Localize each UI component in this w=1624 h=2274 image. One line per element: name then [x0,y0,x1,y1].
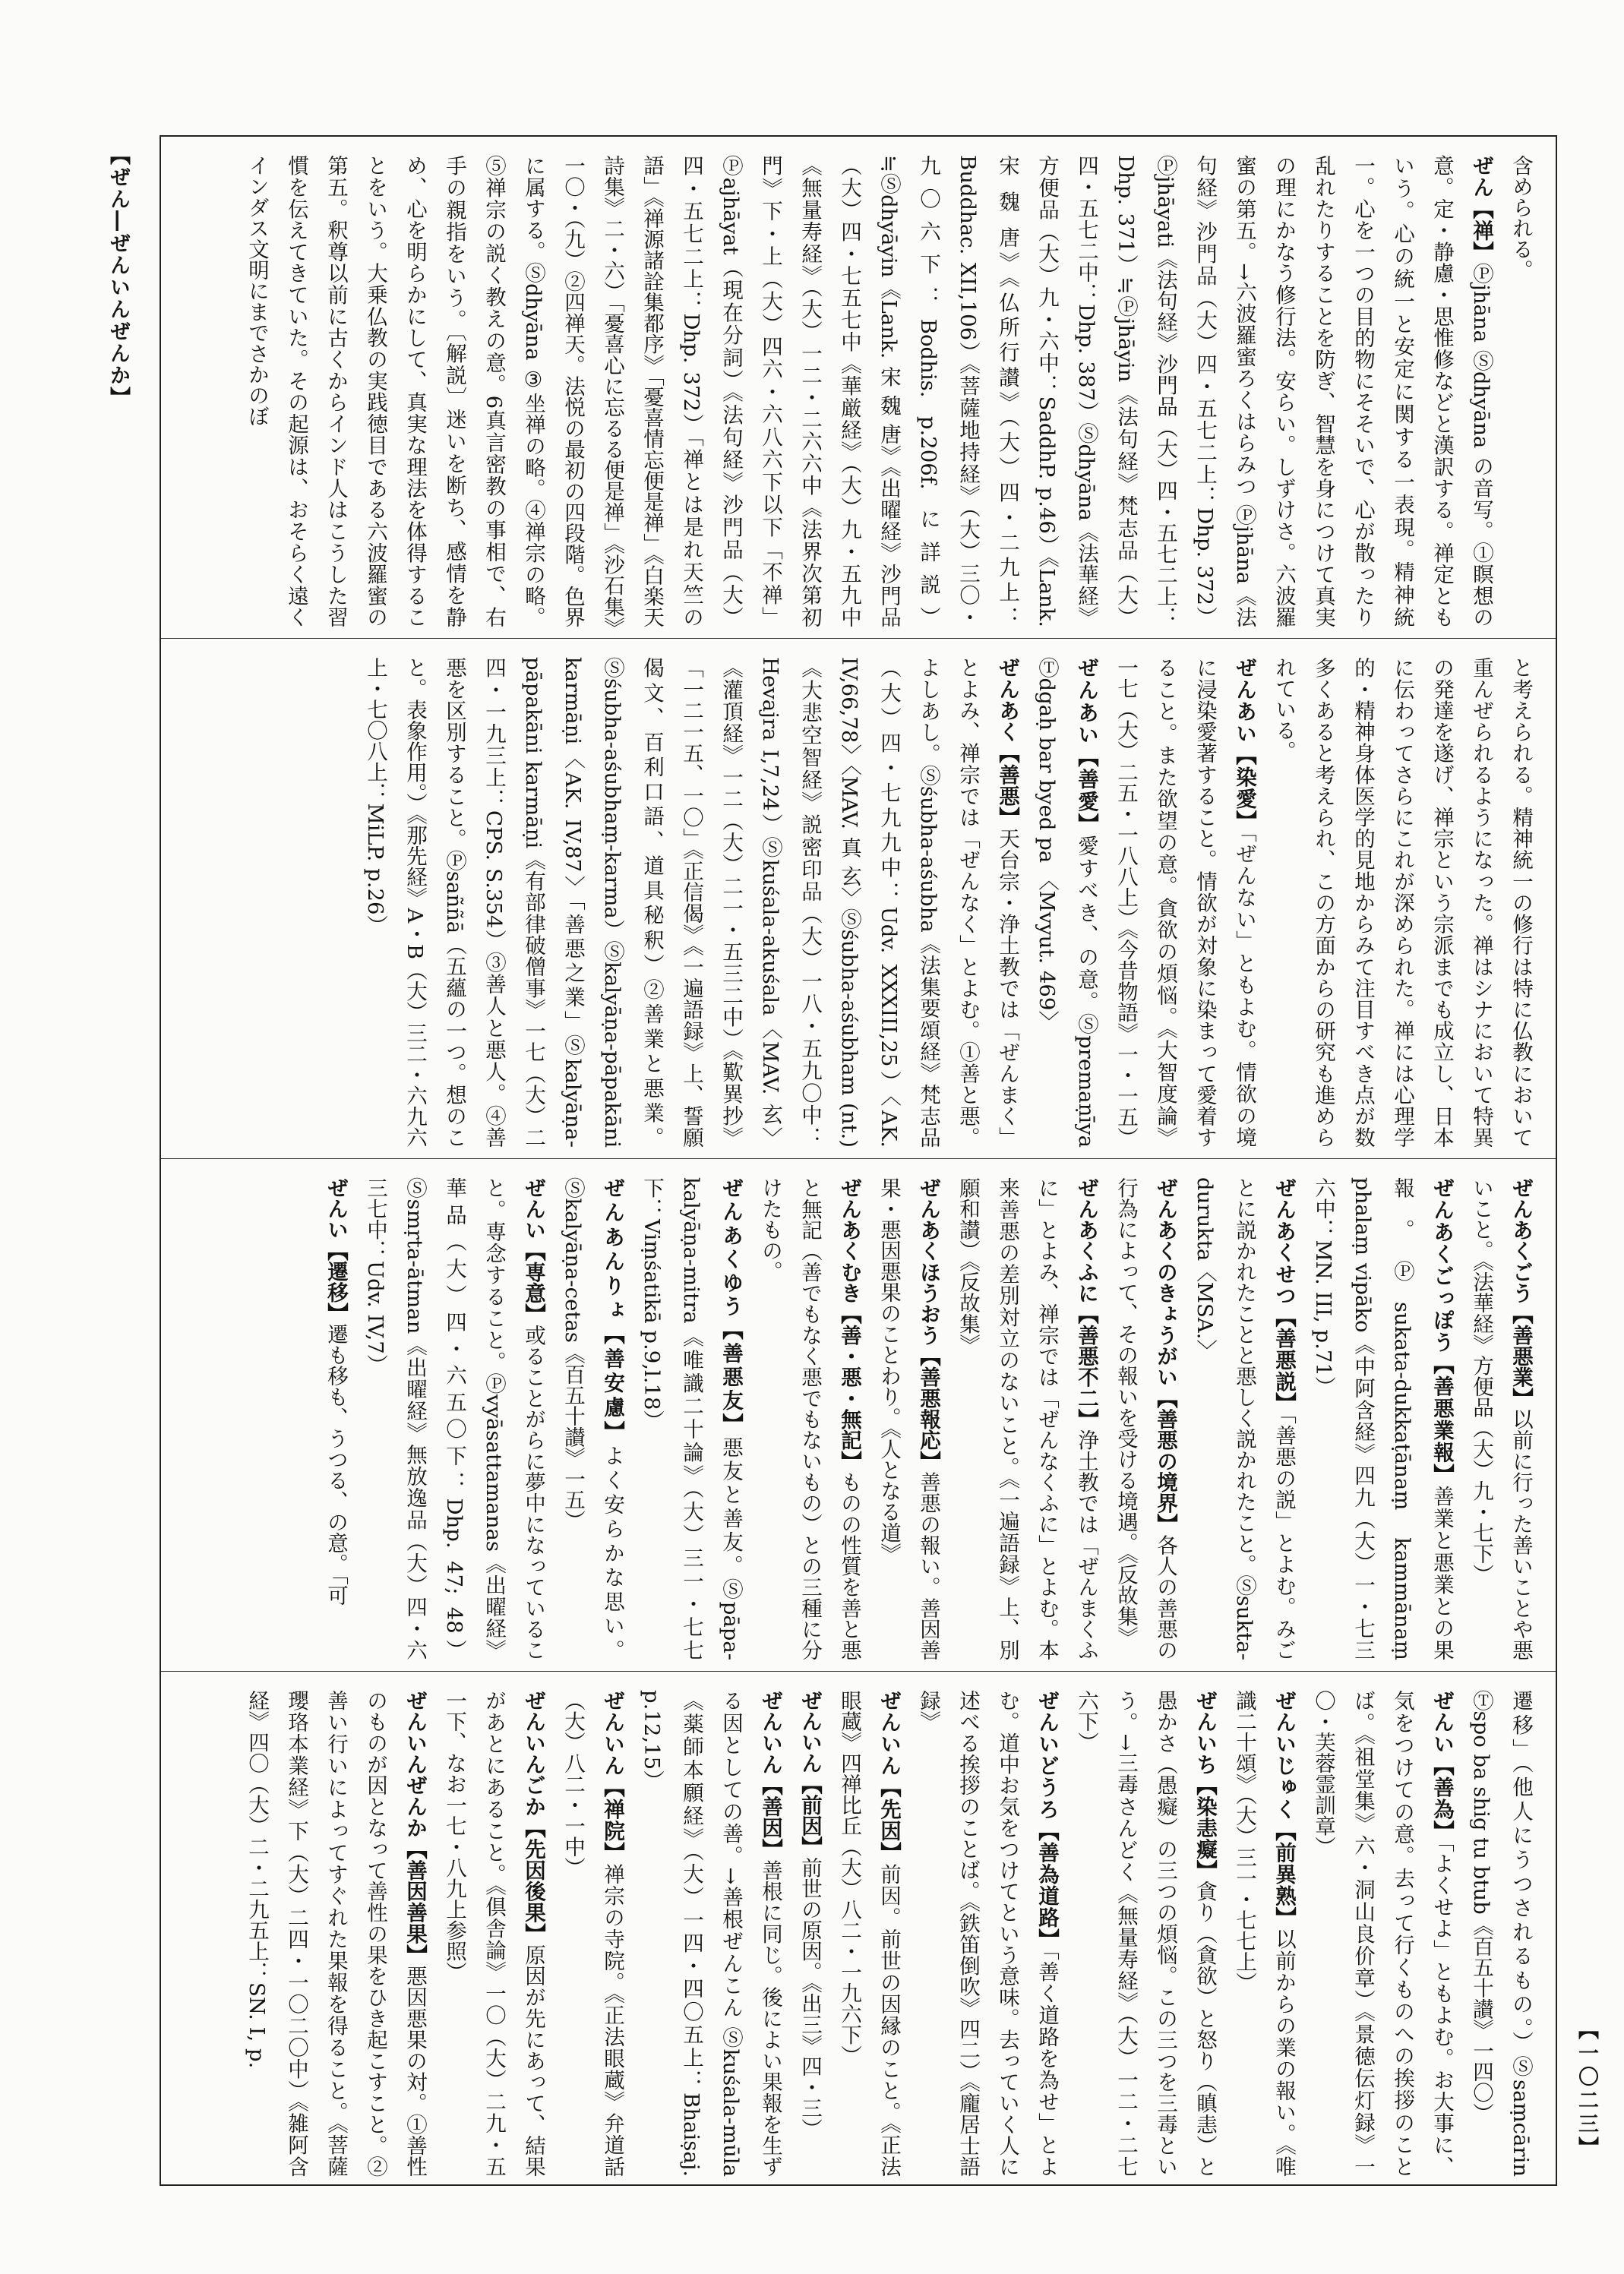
dictionary-entry [434,1690,553,2177]
dictionary-entry [1303,1177,1461,1660]
entry-body: 各人の善悪の行為によって、その報いを受ける境遇。《反故集》 [1114,1177,1177,1661]
entry-body: 「ぜんない」ともよむ。情欲の境に浸染愛著すること。情欲が対象に染まって愛着すること。また欲望の意。貪欲の煩悩。《大智度論》一七（大）二五・一八八上）《今昔物語》一・一五） [1114,657,1256,1148]
dictionary-entry [237,1690,434,2177]
entry-headword: ぜんあくごう【善悪業】 [1509,1177,1533,1409]
entry-body: 禅宗の寺院。《正法眼蔵》弁道話（大）八二・一中） [561,1690,624,2178]
entry-body: 「よくせよ」ともよむ。お大事に、気をつけての意。去って行くものへの挨拶のことば。《祖堂集》六・洞山良价章）《景徳伝灯録》一〇・芙蓉霊訓章） [1311,1690,1454,2178]
entry-body: 含められる。 [1509,155,1533,280]
dictionary-entry [1185,1177,1303,1660]
dictionary-entry [553,1177,632,1660]
tier-text-column [176,1690,1540,2177]
entry-headword: ぜんいん【先因】 [877,1690,901,1864]
entry-headword: ぜんあい【善愛】 [1074,657,1098,835]
entry-headword: ぜんあくほうおう【善悪報応】 [916,1177,940,1472]
dictionary-entry [1224,1690,1303,2177]
dictionary-entry [1106,657,1264,1148]
entry-headword: ぜんいん【善因】 [758,1690,782,1860]
entry-headword: ぜんあくごっぽう【善悪業報】 [1430,1177,1454,1486]
entry-headword: ぜんいん【前因】 [798,1690,822,1857]
entry-body: 貪り（貪欲）と怒り（瞋恚）と愚かさ（愚癡）の三つの煩悩。この三つを三毒という。→三毒さんどく《無量寿経》（大）一二・二七六下） [1074,1690,1217,2178]
entry-headword: ぜんあい【染愛】 [1232,657,1256,832]
entry-body: 善根に同じ。後によい果報を生ずる因としての善。→善根ぜんこん Ⓢkuśala-mūla《薬師本願経》（大）一四・四〇五上：Bhaiṣaj. p.12,15） [640,1690,782,2178]
entry-headword: ぜんあく【善悪】 [995,657,1019,828]
tier-text-column [176,1177,1540,1660]
dictionary-entry [790,1690,829,2177]
entry-body: 「善悪の説」とよむ。みごとに説かれたことと悪しく説かれたこと。Ⓢsukta-durukta〈MSA.〉 [1193,1177,1296,1661]
entry-body: 以前からの業の報い。《唯識二十頌》（大）三一・七七上） [1232,1690,1296,2178]
entry-body: 天台宗・浄土教では「ぜんまく」とよみ、禅宗では「ぜんなく」とよむ。①善と悪。よしあし。Ⓢśubha-aśubha《法集要頌経》梵志品（大）四・七九九中：Udv. XXXIII,25）〈AK. IV,66,78〉〈MAV. 真 玄〉Ⓢśubha-aśubham (nt.)《大悲空智経》説密印品（大）一八・五九〇中：Hevajra I,7,24）Ⓢkuśala-akuśala〈MAV. 玄〉《灌頂経》一二（大）二一・五三二中）《歎異抄》「一二一五、一〇」《正信偈》《一遍語録》上、誓願偈文、百利口語、道具秘釈）②善業と悪業。Ⓢśubha-aśubhaṃ-karma）Ⓢkalyāṇa-pāpakāni karmāṇi〈AK. IV,87〉「善悪之業」Ⓢkalyāṇa-pāpakāni karmāṇi《有部律破僧事》一七（大）二四・一九三上：CPS. S.354）③善人と悪人。④善悪を区別すること。Ⓟsaññā（五蘊の一つ。想のこと。表象作用。）《那先経》A・B（大）三二・六九六上・七〇八上：MiLP. p.26） [363,657,1019,1148]
dictionary-entry [1501,155,1540,627]
dictionary-entry [948,1177,1106,1660]
entry-body: 遷移」（他人にうつされるもの。）Ⓢsaṃcārin Ⓣspo ba shig tu btub《百五十讃》一四〇） [1469,1690,1533,2177]
dictionary-entry [908,1690,1066,2177]
entry-body: 或ることがらに夢中になっていること。専念すること。Ⓟvyāsattamanas《出曜経》華品（大）四・六五〇下：Dhp. 47; 48）Ⓢsmṛta-ātman《出曜経》無放逸品（大）四・六三七中：Udv. IV,7） [363,1177,545,1661]
entry-headword: ぜんあくふに【善悪不二】 [1074,1177,1098,1429]
entry-body: 「善く道路を為せ」とよむ。道中お気をつけてという意味。去っていく人に述べる挨拶のことば。《鉄笛倒吹》四二）《龐居士語録》 [916,1690,1059,2178]
entry-body: Ⓟjhāna Ⓢdhyāna の音写。①瞑想の意。定・静慮・思惟修などと漢訳する。禅定ともいう。心の統一と安定に関する一表現。精神統一。心を一つの目的物にそそいで、心が散ったり乱れたりすることを防ぎ、智慧を身につけて真実の理にかなう修行法。安らい。しずけさ。六波羅蜜の第五。→六波羅蜜ろくはらみつ Ⓟjhāna《法句経》沙門品（大）四・五七二上：Dhp. 372）Ⓟjhāyati《法句経》沙門品（大）四・五七二上：Dhp. 371）≒Ⓟjhāyin《法句経》梵志品（大）四・五七二中：Dhp. 387）Ⓢdhyāna《法華経》方便品（大）九・六中：SaddhP. p.46）《Lank. 宋 魏 唐》《仏所行讃》（大）四・二九上：Buddhac. XII,106）《菩薩地持経》（大）三〇・九〇六下：Bodhis. p.206f. に詳説）≒Ⓢdhyāyin《Lank. 宋 魏 唐》《出曜経》沙門品（大）四・七五七中《華厳経》（大）九・五九中《無量寿経》（大）一二・二六六中《法界次第初門》下・上（大）四六・六八六下以下「不禅」Ⓟajhāyat（現在分詞）《法句経》沙門品（大）四・五七二上：Dhp. 372）「禅とは是れ天竺の語」《禅源諸詮集都序》「憂喜情忘便是禅」《白楽天詩集》二・六）「憂喜心に忘るる便是禅」《沙石集》一〇・（九）②四禅天。法悦の最初の四段階。色界に属する。Ⓢdhyāna ③坐禅の略。④禅宗の略。⑤禅宗の説く教えの意。6真言密教の事相で、右手の親指をいう。〔解説〕迷いを断ち、感情を静め、心を明らかにして、真実な理法を体得することをいう。大乗仏教の実践徳目である六波羅蜜の第五。釈尊以前に古くからインド人はこうした習慣を伝えてきていた。その起源は、おそらく遠くインダス文明にまでさかのぼ [245,155,1493,628]
tier-3 [161,1158,1556,1671]
dictionary-entry [750,1177,869,1660]
dictionary-page-frame [160,135,1557,2186]
entry-body: と考えられる。精神統一の修行は特に仏教において重んぜられるようになった。禅はシナにおいて特異の発達を遂げ、禅宗という宗派までも成立し、日本に伝わってさらにこれが深められた。禅には心理学的・精神身体医学的見地からみて注目すべき点が数多くあると考えられ、この方面からの研究も進められている。 [1272,657,1533,1148]
entry-headword: ぜんい【専意】 [521,1177,545,1325]
dictionary-entry [1066,1690,1224,2177]
dictionary-entry [1027,657,1106,1148]
entry-headword: ぜんあくゆう【善悪友】 [719,1177,743,1437]
tier-4 [161,1671,1556,2187]
dictionary-entry [553,1690,632,2177]
entry-body: 悪友と善友。Ⓢpāpa-kalyāṇa-mitra《唯識二十論》（大）三一・七七下：Viṃśatikā p.9,l.18） [640,1177,743,1661]
tier-2 [161,638,1556,1158]
dictionary-entry [1106,1177,1185,1660]
tier-text-column [176,657,1540,1148]
entry-body: 前因。前世の因縁のこと。《正法眼蔵》四禅比丘（大）八二・一九六下） [837,1690,901,2178]
dictionary-entry [1461,1690,1540,2177]
tier-text-column [176,155,1540,627]
dictionary-entry [355,1177,553,1660]
entry-body: 悪因悪果の対。①善性のものが因となって善性の果をひき起こすこと。②善い行いによってすぐれた果報を得ること。《菩薩瓔珞本業経》下（大）二四・一〇二〇中）《雑阿含経》四〇（大）二・二九五上：SN. I, p. [245,1690,427,2178]
entry-body: ものの性質を善と悪と無記（善でもなく悪でもないもの）との三種に分けたもの。 [758,1177,861,1661]
entry-body: 愛すべき、の意。Ⓢpremaṇīya Ⓣdgaḥ bar byed pa 〈Mvyut. 469〉 [1035,657,1098,1148]
dictionary-entry [632,1177,750,1660]
entry-body: 以前に行った善いことや悪いこと。《法華経》方便品（大）九・七下） [1469,1177,1533,1661]
entry-headword: ぜんあんりょ【善安慮】 [600,1177,624,1445]
entry-body: 浄土教では「ぜんまくふに」とよみ、禅宗では「ぜんなくふに」とよむ。本来善悪の差別対立のないこと。《一遍語録》上、別願和讃）《反故集》 [956,1177,1098,1661]
entry-headword: ぜんい【善為】 [1430,1690,1454,1842]
entry-headword: ぜんいち【染恚癡】 [1193,1690,1217,1881]
entry-headword: ぜんいんぜんか【善因善果】 [403,1690,427,1966]
dictionary-entry [1264,657,1540,1148]
entry-headword: ぜんあくむき【善・悪・無記】 [837,1177,861,1472]
entry-headword: ぜんいん【禅院】 [600,1690,624,1864]
entry-body: 前世の原因。《出三》四・三） [798,1857,822,2140]
entry-headword: ぜんいどうろ【善為道路】 [1035,1690,1059,1950]
dictionary-entry [869,1177,948,1660]
entry-body: 善業と悪業との果報。Ⓟsukata-dukkaṭānaṃ kammānaṃ phalaṃ vipāko《中阿含経》四九（大）一・七三六中：MN. III, p.71） [1311,1177,1454,1661]
entry-headword: ぜんいんごか【先因後果】 [521,1690,545,1944]
dictionary-entry [829,1690,908,2177]
entry-headword: ぜんあくのきょうがい【善悪の境界】 [1153,1177,1177,1535]
dictionary-entry [237,155,1501,627]
dictionary-entry [1461,1177,1540,1660]
dictionary-entry [355,657,1027,1148]
entry-body: 遷も移も、うつる、の意。「可 [324,1323,348,1606]
tier-1 [161,137,1556,638]
entry-body: よく安らかな思い。Ⓢkalyāṇa-cetas《百五十讃》一五） [561,1177,624,1661]
entry-headword: ぜん【禅】 [1469,155,1493,263]
entry-headword: ぜんいじゅく【前異熟】 [1272,1690,1296,1928]
dictionary-entry [1303,1690,1461,2177]
dictionary-entry [632,1690,790,2177]
page-number: 【一〇二三】 [1575,2019,1598,2160]
entry-body: 原因が先にあって、結果があとにあること。《倶舎論》一〇（大）二九・五一下、なお一七・八九上参照） [442,1690,545,2178]
running-head: 【ぜん―ぜんいんぜんか】 [106,144,130,409]
entry-body: 善悪の報い。善因善果・悪因悪果のことわり。《人となる道》 [877,1177,940,1661]
dictionary-entry [316,1177,355,1660]
entry-headword: ぜんあくせつ【善悪説】 [1272,1177,1296,1414]
entry-headword: ぜんい【遷移】 [324,1177,348,1324]
